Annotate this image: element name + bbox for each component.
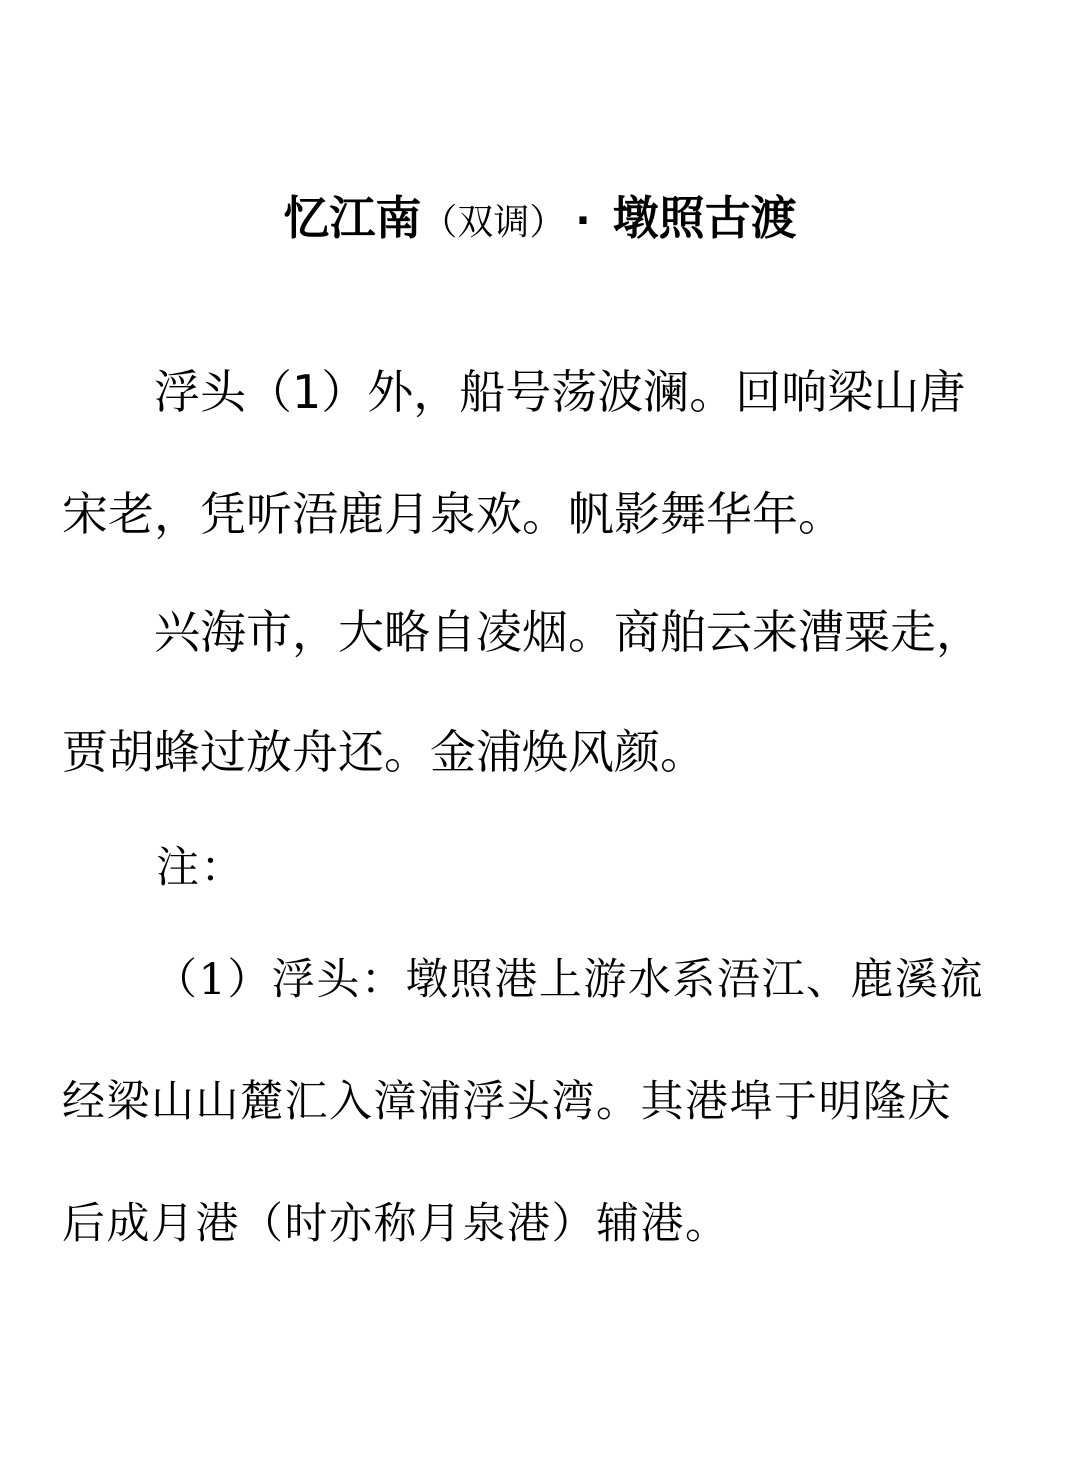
poem-title: [0, 182, 1080, 248]
title-tune-name: 忆江南: [283, 191, 422, 245]
note-line-2: 经梁山山麓汇入漳浦浮头湾。其港埠于明隆庆: [62, 1077, 952, 1127]
poem-line-1: 浮头（1）外，船号荡波澜。回响梁山唐: [154, 365, 966, 419]
notes-heading: 注：: [156, 843, 245, 893]
note-line-3: 后成月港（时亦称月泉港）辅港。: [62, 1199, 730, 1249]
title-place-name: 墩照古渡: [612, 191, 797, 245]
poem-line-4: 贾胡蜂过放舟还。金浦焕风颜。: [62, 725, 706, 779]
poem-line-2: 宋老，凭听浯鹿月泉欢。帆影舞华年。: [62, 487, 844, 541]
title-separator: ·: [575, 198, 591, 244]
poem-line-3: 兴海市，大略自凌烟。商舶云来漕粟走，: [154, 605, 982, 659]
title-tune-variant: （双调）: [421, 202, 548, 243]
note-line-1: （1）浮头：墩照港上游水系浯江、鹿溪流: [154, 955, 984, 1005]
